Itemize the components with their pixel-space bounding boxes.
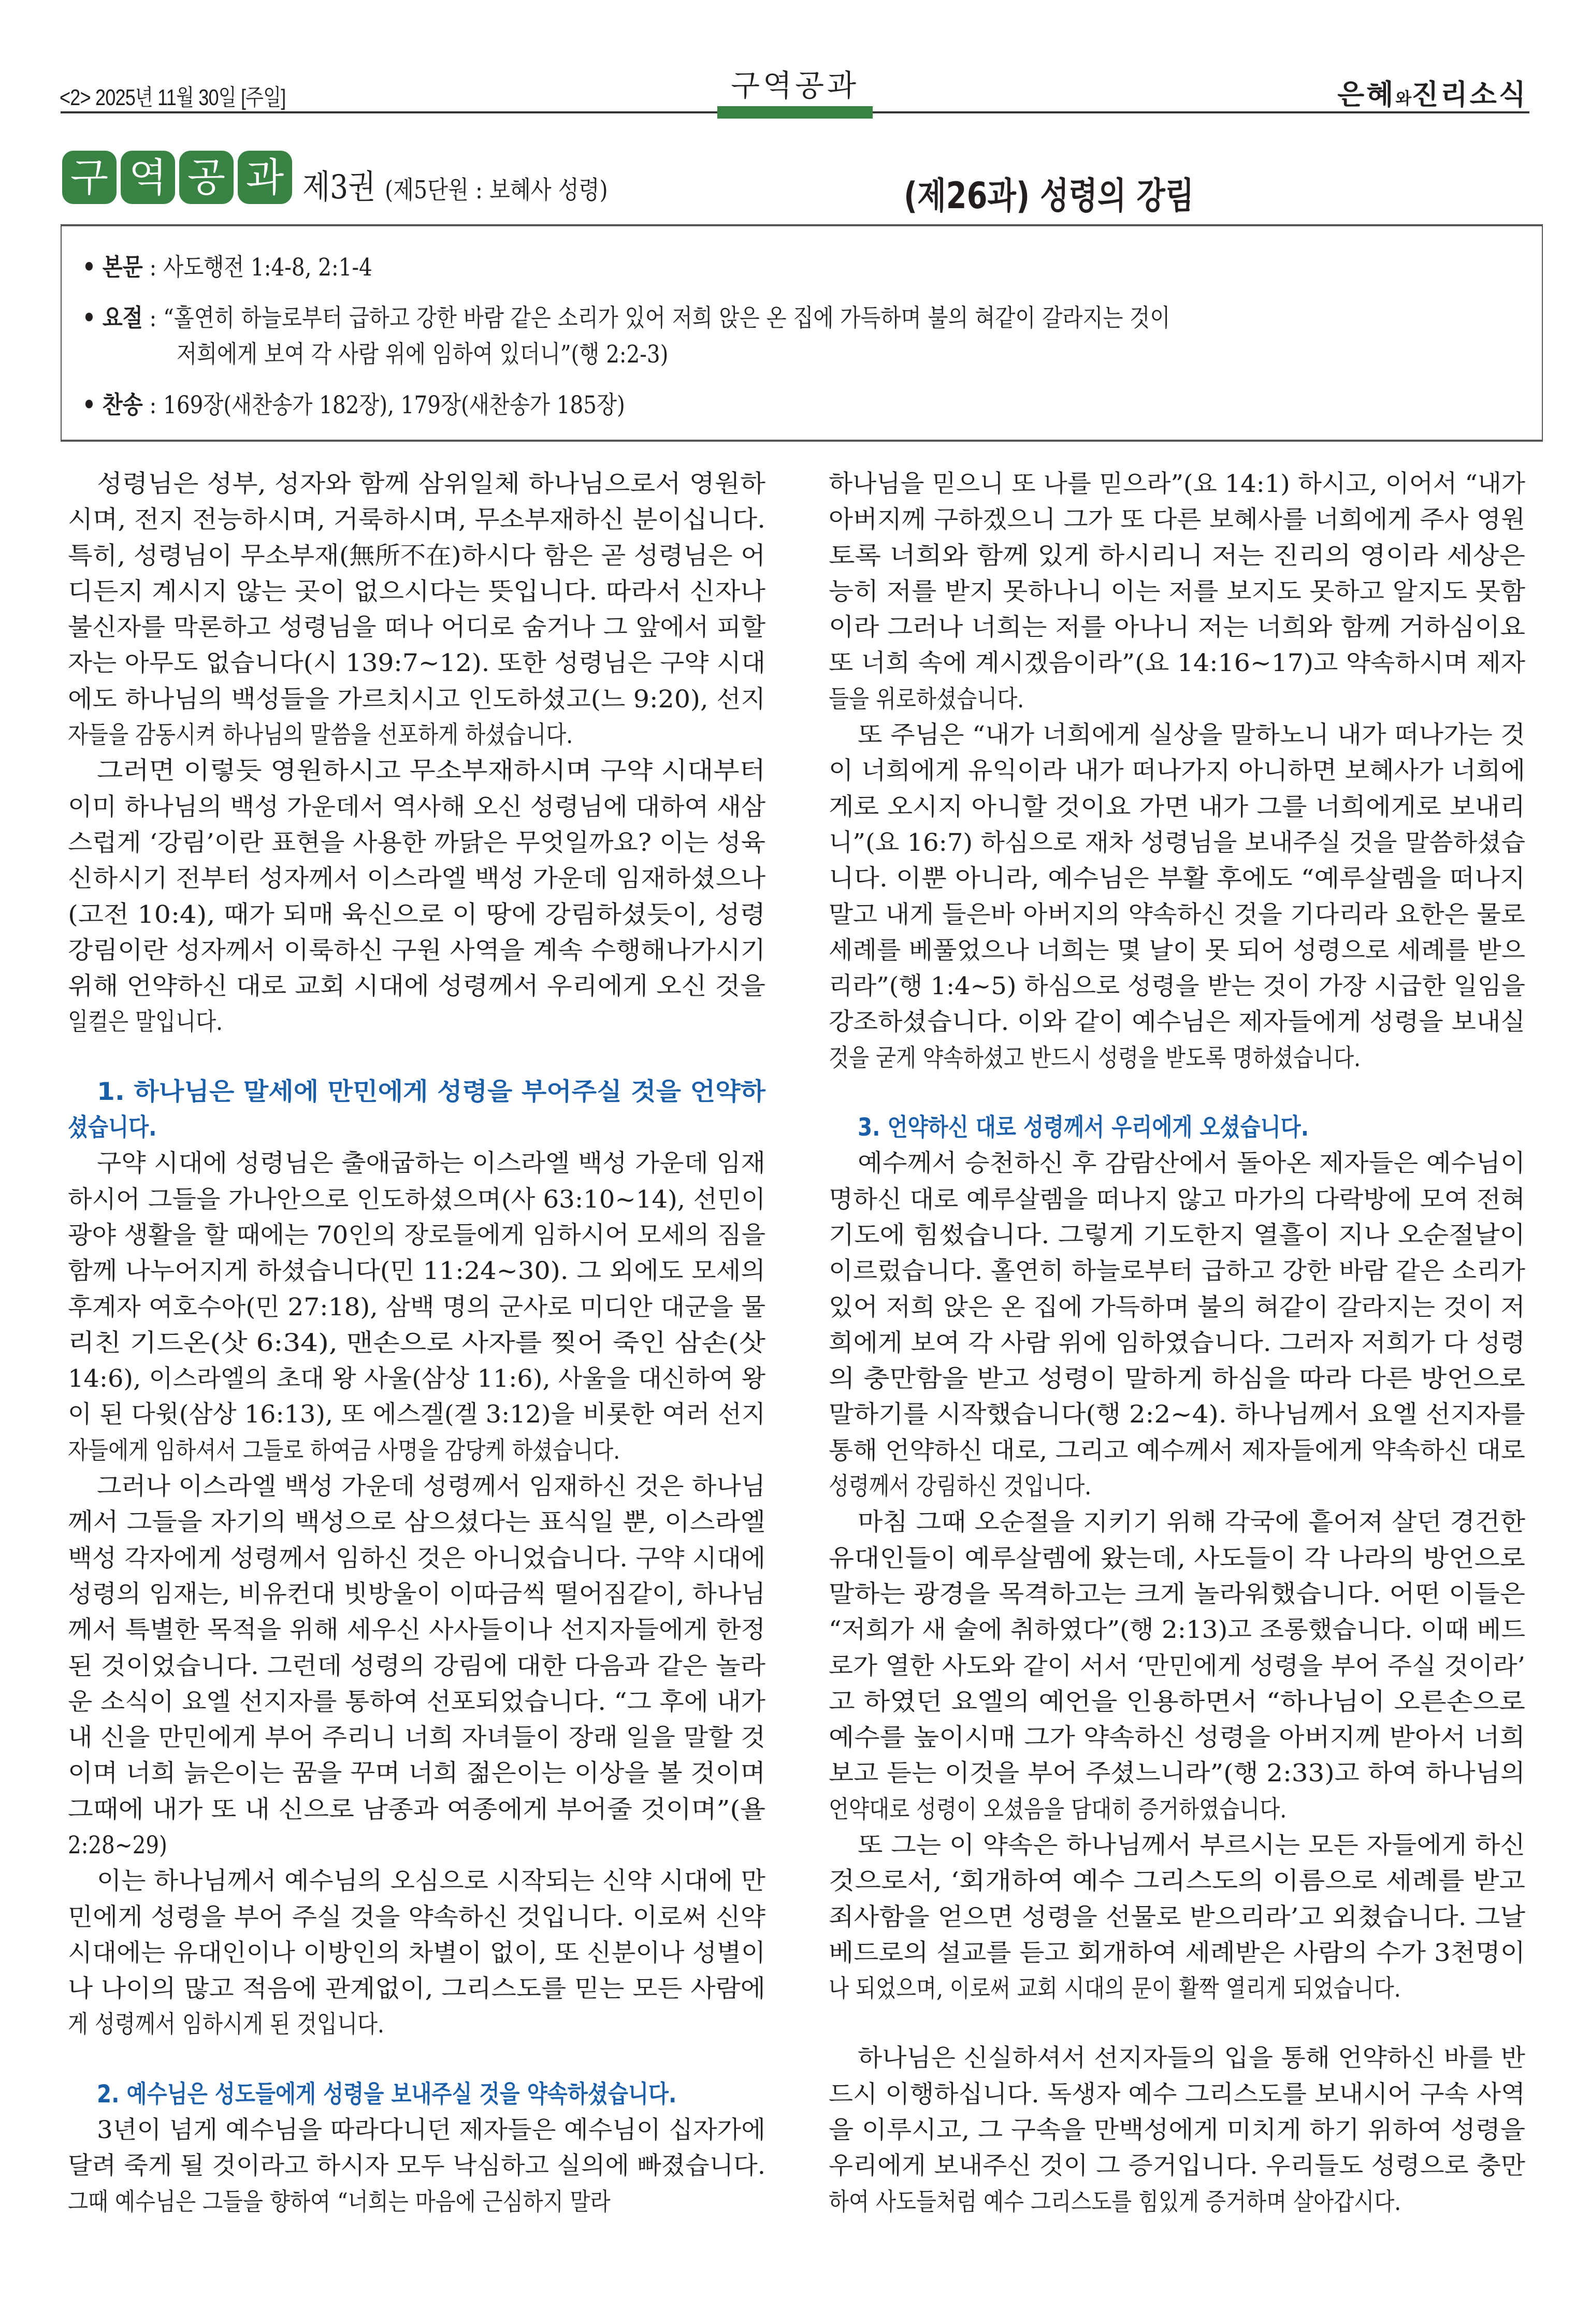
hymn-label: 찬송: [102, 391, 143, 419]
text-line: [829, 968, 1525, 1004]
text-line: [829, 1145, 1525, 1181]
text-line: [68, 502, 765, 538]
line-text: 능히 저를 받지 못하나니 이는 저를 보지도 못하고 알지도 못함: [829, 577, 1526, 606]
text-line: [829, 933, 1525, 968]
line-text: 강림이란 성자께서 이룩하신 구원 사역을 계속 수행해나가시기: [68, 936, 766, 965]
line-text: 하시어 그들을 가나안으로 인도하셨으며(사 63:10~14), 선민이: [68, 1185, 765, 1214]
text-line: [829, 681, 1525, 717]
line-text: 말하는 광경을 목격하고는 크게 놀라워했습니다. 어떤 이들은: [829, 1579, 1526, 1608]
line-text: 예수를 높이시매 그가 약속하신 성령을 아버지께 받아서 너희: [829, 1723, 1526, 1752]
text-line: [68, 825, 765, 861]
line-text: 나 나이의 많고 적음에 관계없이, 그리스도를 믿는 모든 사람에: [68, 1974, 765, 2003]
text-line: [68, 1397, 765, 1432]
line-text: 셨습니다.: [68, 1113, 157, 1142]
text-line: [829, 861, 1525, 896]
newspaper-logo: [1337, 72, 1528, 112]
text-line: [68, 2007, 765, 2042]
text-line: [68, 1612, 765, 1648]
line-text: 보고 듣는 이것을 부어 주셨느니라”(행 2:33)고 하여 하나님의: [829, 1759, 1525, 1788]
volume-number: 제3권: [302, 168, 376, 207]
text-line: [829, 1361, 1525, 1397]
text-line: [829, 2076, 1525, 2112]
line-text: 3년이 넘게 예수님을 따라다니던 제자들은 예수님이 십자가에: [97, 2116, 765, 2145]
line-text: 것으로서, ‘회개하여 예수 그리스도의 이름으로 세례를 받고: [829, 1867, 1525, 1896]
line-text: 아버지께 구하겠으니 그가 또 다른 보혜사를 너희에게 주사 영원: [829, 505, 1525, 534]
text-line: [68, 1541, 765, 1576]
line-text: 을 이루시고, 그 구속을 만백성에게 미치게 하기 위하여 성령을: [829, 2116, 1526, 2145]
line-text: 이라 그러나 너희는 저를 아나니 저는 너희와 함께 거하심이요: [829, 613, 1526, 642]
text-line: [68, 1576, 765, 1612]
text-line: [68, 645, 765, 681]
line-text: 기도에 힘썼습니다. 그렇게 기도한지 열흘이 지나 오순절날이: [829, 1221, 1526, 1250]
text-line: [829, 825, 1525, 861]
key-verse-line: 저희에게 보여 각 사람 위에 임하여 있더니”(행 2:2-3): [177, 340, 669, 369]
paragraph: [829, 717, 1525, 1076]
text-line: [68, 2076, 765, 2112]
line-text: “저희가 새 술에 취하였다”(행 2:13)고 조롱했습니다. 이때 베드: [829, 1616, 1526, 1645]
line-text: 명하신 대로 예루살렘을 떠나지 않고 마가의 다락방에 모여 전혀: [829, 1185, 1525, 1214]
title-tile: 역: [121, 151, 175, 204]
line-text: 백성 각자에게 성령께서 임하신 것은 아니었습니다. 구약 시대에: [68, 1544, 766, 1573]
paragraph: [829, 466, 1525, 717]
text-line: [829, 1433, 1525, 1469]
text-line: [829, 466, 1525, 502]
page-number-date: <2> 2025년 11월 30일 [주일]: [60, 85, 286, 110]
text-line: [68, 1145, 765, 1181]
line-text: 게 성령께서 임하시게 된 것입니다.: [68, 2010, 384, 2039]
line-text: 께서 특별한 목적을 위해 세우신 사사들이나 선지자들에게 한정: [68, 1616, 765, 1645]
text-line: [68, 897, 765, 933]
colon: :: [149, 253, 157, 282]
text-line: [68, 609, 765, 645]
text-line: [68, 1289, 765, 1325]
section-title: 구역공과: [730, 68, 860, 103]
text-line: [68, 466, 765, 502]
line-text: 베드로의 설교를 듣고 회개하여 세례받은 사람의 수가 3천명이: [829, 1938, 1525, 1967]
line-text: 세례를 베풀었으나 너희는 몇 날이 못 되어 성령으로 세례를 받으: [829, 936, 1526, 965]
text-line: [68, 968, 765, 1004]
line-text: 이 너희에게 유익이라 내가 떠나가지 아니하면 보혜사가 너희에: [829, 757, 1526, 786]
text-line: [68, 1253, 765, 1289]
section-heading: [68, 1074, 765, 1146]
line-text: 예수께서 승천하신 후 감람산에서 돌아온 제자들은 예수님이: [858, 1149, 1525, 1178]
text-line: [68, 1361, 765, 1397]
text-line: [829, 1182, 1525, 1217]
line-text: 1. 하나님은 말세에 만민에게 성령을 부어주실 것을 언약하: [97, 1077, 765, 1106]
text-line: [829, 645, 1525, 681]
volume-label: [302, 161, 608, 208]
logo-part: 은: [1337, 78, 1367, 111]
text-line: [68, 2184, 765, 2220]
line-text: 통해 언약하신 대로, 그리고 예수께서 제자들에게 약속하신 대로: [829, 1436, 1525, 1465]
line-text: 성령께서 강림하신 것입니다.: [829, 1472, 1092, 1501]
text-line: [829, 1971, 1525, 2007]
line-text: 또 너희 속에 계시겠음이라”(요 14:16~17)고 약속하시며 제자: [829, 649, 1525, 678]
line-text: 이 된 다윗(삼상 16:13), 또 에스겔(겔 3:12)을 비롯한 여러 선지: [68, 1400, 765, 1429]
text-line: [829, 1792, 1525, 1827]
line-text: 들을 위로하셨습니다.: [829, 685, 1024, 714]
line-text: 이르렀습니다. 홀연히 하늘로부터 급하고 강한 바람 같은 소리가: [829, 1257, 1525, 1286]
text-line: [829, 1325, 1525, 1361]
line-text: 스럽게 ‘강림’이란 표현을 사용한 까닭은 무엇일까요? 이는 성육: [68, 828, 766, 857]
line-text: 자들에게 임하셔서 그들로 하여금 사명을 감당케 하셨습니다.: [68, 1436, 620, 1465]
line-text: 3. 언약하신 대로 성령께서 우리에게 오셨습니다.: [858, 1113, 1309, 1142]
line-text: 마침 그때 오순절을 지키기 위해 각국에 흩어져 살던 경건한: [858, 1508, 1525, 1537]
line-text: 일컬은 말입니다.: [68, 1008, 223, 1037]
text-line: [68, 717, 765, 753]
text-line: [829, 1720, 1525, 1755]
line-text: 죄사함을 얻으면 성령을 선물로 받으리라’고 외쳤습니다. 그날: [829, 1902, 1526, 1931]
text-line: [829, 1110, 1525, 1145]
text-line: [68, 861, 765, 896]
scripture-row: [82, 248, 372, 283]
text-line: [829, 1935, 1525, 1971]
text-line: [68, 1182, 765, 1217]
line-text: 에도 하나님의 백성들을 가르치시고 인도하셨고(느 9:20), 선지: [68, 685, 765, 714]
text-line: [68, 1504, 765, 1540]
line-text: 구약 시대에 성령님은 출애굽하는 이스라엘 백성 가운데 임재: [97, 1149, 765, 1178]
section-tiles: [62, 151, 292, 204]
title-tile: 공: [179, 151, 234, 204]
line-text: 말고 내게 들은바 아버지의 약속하신 것을 기다리라 요한은 물로: [829, 900, 1525, 929]
hymn-row: [82, 386, 625, 420]
line-text: 신하시기 전부터 성자께서 이스라엘 백성 가운데 임재하셨으나: [68, 864, 766, 893]
line-text: 강조하셨습니다. 이와 같이 예수님은 제자들에게 성령을 보내실: [829, 1008, 1526, 1037]
body-column-left: [68, 466, 765, 2220]
text-line: [68, 538, 765, 574]
line-text: 드시 이행하십니다. 독생자 예수 그리스도를 보내시어 구속 사역: [829, 2080, 1525, 2109]
text-line: [829, 502, 1525, 538]
line-text: 니”(요 16:7) 하심으로 재차 성령님을 보내주실 것을 말씀하셨습: [829, 828, 1526, 857]
line-text: 운 소식이 요엘 선지자를 통하여 선포되었습니다. “그 후에 내가: [68, 1687, 765, 1716]
line-text: 께서 그들을 자기의 백성으로 삼으셨다는 표식일 뿐, 이스라엘: [68, 1508, 766, 1537]
scripture-value: 사도행전 1:4-8, 2:1-4: [163, 253, 372, 282]
text-line: [68, 1863, 765, 1899]
text-line: [829, 1863, 1525, 1899]
line-text: 디든지 계시지 않는 곳이 없으시다는 뜻입니다. 따라서 신자나: [68, 577, 766, 606]
colon: :: [149, 391, 157, 419]
line-text: 이는 하나님께서 예수님의 오심으로 시작되는 신약 시대에 만: [97, 1867, 765, 1896]
text-line: [68, 753, 765, 789]
line-text: 있어 저희 앉은 온 집에 가득하며 불의 혀같이 갈라지는 것이 저: [829, 1292, 1525, 1321]
text-line: [829, 753, 1525, 789]
line-text: 불신자를 막론하고 성령님을 떠나 어디로 숨거나 그 앞에서 피할: [68, 613, 766, 642]
line-text: 리친 기드온(삿 6:34), 맨손으로 사자를 찢어 죽인 삼손(삿: [68, 1328, 765, 1357]
line-text: 희에게 보여 각 사람 위에 임하였습니다. 그러자 저희가 다 성령: [829, 1328, 1525, 1357]
text-line: [829, 1253, 1525, 1289]
bullet: •: [82, 253, 96, 282]
line-text: 자는 아무도 없습니다(시 139:7~12). 또한 성령님은 구약 시대: [68, 649, 766, 678]
key-verse-line: “홀연히 하늘로부터 급하고 강한 바람 같은 소리가 있어 저희 앉은 온 집에 가득하며 불의 혀같이 갈라지는 것이: [163, 304, 1170, 332]
scripture-label: 본문: [102, 253, 143, 282]
text-line: [68, 1899, 765, 1935]
line-text: 시대에는 유대인이나 이방인의 차별이 없이, 또 신분이나 성별이: [68, 1938, 766, 1967]
text-line: [68, 681, 765, 717]
line-text: 광야 생활을 할 때에는 70인의 장로들에게 임하시어 모세의 짐을: [68, 1221, 765, 1250]
paragraph: [68, 2112, 765, 2220]
logo-part: 와: [1395, 89, 1412, 108]
text-line: [829, 1504, 1525, 1540]
text-line: [68, 789, 765, 825]
paragraph-gap: [829, 2007, 1525, 2040]
text-line: [829, 2148, 1525, 2184]
title-tile: 과: [238, 151, 292, 204]
text-line: [68, 1720, 765, 1755]
text-line: [829, 789, 1525, 825]
line-text: 말하기를 시작했습니다(행 2:2~4). 하나님께서 요엘 선지자를: [829, 1400, 1526, 1429]
text-line: [68, 1648, 765, 1684]
line-text: 우리에게 보내주신 것이 그 증거입니다. 우리들도 성령으로 충만: [829, 2152, 1525, 2181]
colon: :: [149, 304, 157, 332]
text-line: [829, 1217, 1525, 1253]
line-text: 것을 굳게 약속하셨고 반드시 성령을 받도록 명하셨습니다.: [829, 1043, 1361, 1072]
text-line: [829, 1755, 1525, 1791]
line-text: 언약대로 성령이 오셨음을 담대히 증거하였습니다.: [829, 1795, 1287, 1824]
bullet: •: [82, 304, 96, 332]
text-line: [68, 1935, 765, 1971]
header-accent-bar: [717, 106, 873, 119]
line-text: 리라”(행 1:4~5) 하심으로 성령을 받는 것이 가장 시급한 일임을: [829, 972, 1526, 1001]
paragraph: [829, 1827, 1525, 2007]
text-line: [829, 1397, 1525, 1432]
line-text: 그때 예수님은 그들을 향하여 “너희는 마음에 근심하지 말라: [68, 2187, 611, 2216]
line-text: 하여 사도들처럼 예수 그리스도를 힘있게 증거하며 살아갑시다.: [829, 2187, 1401, 2216]
text-line: [829, 1004, 1525, 1040]
text-line: [829, 897, 1525, 933]
line-text: 하나님을 믿으니 또 나를 믿으라”(요 14:1) 하시고, 이어서 “내가: [829, 470, 1526, 498]
unit-label: (제5단원 : 보혜사 성령): [384, 176, 608, 205]
lesson-title: (제26과) 성령의 강림: [904, 175, 1194, 217]
text-line: [68, 1684, 765, 1720]
paragraph: [68, 753, 765, 1040]
title-tile: 구: [62, 151, 117, 204]
text-line: [829, 2112, 1525, 2148]
logo-part: 혜: [1366, 78, 1396, 111]
text-line: [68, 1433, 765, 1469]
line-text: 민에게 성령을 부어 주실 것을 약속하신 것입니다. 이로써 신약: [68, 1902, 765, 1931]
text-line: [829, 1684, 1525, 1720]
paragraph: [829, 1145, 1525, 1504]
line-text: 하나님은 신실하셔서 선지자들의 입을 통해 언약하신 바를 반: [858, 2044, 1525, 2073]
line-text: 2:28~29): [68, 1831, 167, 1860]
body-column-right: [829, 466, 1525, 2220]
line-text: 그러나 이스라엘 백성 가운데 성령께서 임재하신 것은 하나님: [97, 1472, 765, 1501]
text-line: [68, 1217, 765, 1253]
line-text: 14:6), 이스라엘의 초대 왕 사울(삼상 11:6), 사울을 대신하여 왕: [68, 1364, 765, 1393]
text-line: [68, 1110, 765, 1145]
line-text: 성령의 임재는, 비유컨대 빗방울이 이따금씩 떨어짐같이, 하나님: [68, 1579, 766, 1608]
line-text: (고전 10:4), 때가 되매 육신으로 이 땅에 강림하셨듯이, 성령: [68, 900, 766, 929]
text-line: [68, 1971, 765, 2007]
text-line: [829, 2184, 1525, 2220]
section-heading: [829, 1110, 1525, 1145]
line-text: 자들을 감동시켜 하나님의 말씀을 선포하게 하셨습니다.: [68, 721, 573, 750]
lesson-info-box: [61, 224, 1543, 442]
text-line: [829, 538, 1525, 574]
line-text: 그때에 내가 또 내 신으로 남종과 여종에게 부어줄 것이며”(욜: [68, 1795, 766, 1824]
line-text: 2. 예수님은 성도들에게 성령을 보내주실 것을 약속하셨습니다.: [97, 2080, 677, 2109]
text-line: [68, 2112, 765, 2148]
text-line: [68, 1074, 765, 1110]
line-text: 유대인들이 예루살렘에 왔는데, 사도들이 각 나라의 방언으로: [829, 1544, 1526, 1573]
paragraph: [68, 1145, 765, 1469]
line-text: 내 신을 만민에게 부어 주리니 너희 자녀들이 장래 일을 말할 것: [68, 1723, 766, 1752]
line-text: 위해 언약하신 대로 교회 시대에 성령께서 우리에게 오신 것을: [68, 972, 766, 1001]
line-text: 의 충만함을 받고 성령이 말하게 하심을 따라 다른 방언으로: [829, 1364, 1525, 1393]
line-text: 성령님은 성부, 성자와 함께 삼위일체 하나님으로서 영원하: [97, 470, 765, 498]
text-line: [829, 1040, 1525, 1076]
line-text: 이미 하나님의 백성 가운데서 역사해 오신 성령님에 대하여 새삼: [68, 792, 766, 821]
line-text: 게로 오시지 아니할 것이요 가면 내가 그를 너희에게로 보내리: [829, 792, 1526, 821]
key-verse-row: [82, 299, 1170, 333]
text-line: [829, 1899, 1525, 1935]
text-line: [829, 1576, 1525, 1612]
text-line: [829, 609, 1525, 645]
line-text: 그러면 이렇듯 영원하시고 무소부재하시며 구약 시대부터: [97, 757, 766, 786]
text-line: [68, 1792, 765, 1827]
text-line: [829, 2040, 1525, 2076]
line-text: 이며 너희 늙은이는 꿈을 꾸며 너희 젊은이는 이상을 볼 것이며: [68, 1759, 765, 1788]
text-line: [68, 2148, 765, 2184]
key-verse-label: 요절: [102, 304, 143, 332]
line-text: 또 주님은 “내가 너희에게 실상을 말하노니 내가 떠나가는 것: [858, 721, 1525, 750]
text-line: [68, 1325, 765, 1361]
text-line: [829, 1612, 1525, 1648]
line-text: 특히, 성령님이 무소부재(無所不在)하시다 함은 곧 성령님은 어: [68, 541, 765, 570]
line-text: 로가 열한 사도와 같이 서서 ‘만민에게 성령을 부어 주실 것이라’: [829, 1651, 1525, 1680]
line-text: 시며, 전지 전능하시며, 거룩하시며, 무소부재하신 분이십니다.: [68, 505, 765, 534]
line-text: 또 그는 이 약속은 하나님께서 부르시는 모든 자들에게 하신: [858, 1831, 1525, 1860]
line-text: 니다. 이뿐 아니라, 예수님은 부활 후에도 “예루살렘을 떠나지: [829, 864, 1525, 893]
text-line: [829, 1648, 1525, 1684]
line-text: 달려 죽게 될 것이라고 하시자 모두 낙심하고 실의에 빠졌습니다.: [68, 2152, 766, 2181]
text-line: [829, 1827, 1525, 1863]
line-text: 된 것이었습니다. 그런데 성령의 강림에 대한 다음과 같은 놀라: [68, 1651, 765, 1680]
text-line: [829, 1289, 1525, 1325]
paragraph: [68, 1863, 765, 2042]
text-line: [829, 574, 1525, 609]
paragraph: [829, 2040, 1525, 2219]
text-line: [68, 1827, 765, 1863]
text-line: [68, 1469, 765, 1504]
text-line: [829, 1469, 1525, 1504]
text-line: [68, 574, 765, 609]
bullet: •: [82, 391, 96, 419]
text-line: [68, 1004, 765, 1040]
hymn-value: 169장(새찬송가 182장), 179장(새찬송가 185장): [163, 391, 625, 419]
line-text: 토록 너희와 함께 있게 하시리니 저는 진리의 영이라 세상은: [829, 541, 1525, 570]
line-text: 나 되었으며, 이로써 교회 시대의 문이 활짝 열리게 되었습니다.: [829, 1974, 1401, 2003]
paragraph: [68, 1469, 765, 1863]
paragraph: [68, 466, 765, 753]
paragraph: [829, 1504, 1525, 1827]
text-line: [829, 717, 1525, 753]
line-text: 고 하였던 요엘의 예언을 인용하면서 “하나님이 오른손으로: [829, 1687, 1525, 1716]
line-text: 후계자 여호수아(민 27:18), 삼백 명의 군사로 미디안 대군을 물: [68, 1292, 766, 1321]
logo-part: 진리소식: [1411, 78, 1528, 111]
line-text: 함께 나누어지게 하셨습니다(민 11:24~30). 그 외에도 모세의: [68, 1257, 765, 1286]
section-heading: [68, 2076, 765, 2112]
text-line: [68, 1755, 765, 1791]
text-line: [829, 1541, 1525, 1576]
text-line: [68, 933, 765, 968]
